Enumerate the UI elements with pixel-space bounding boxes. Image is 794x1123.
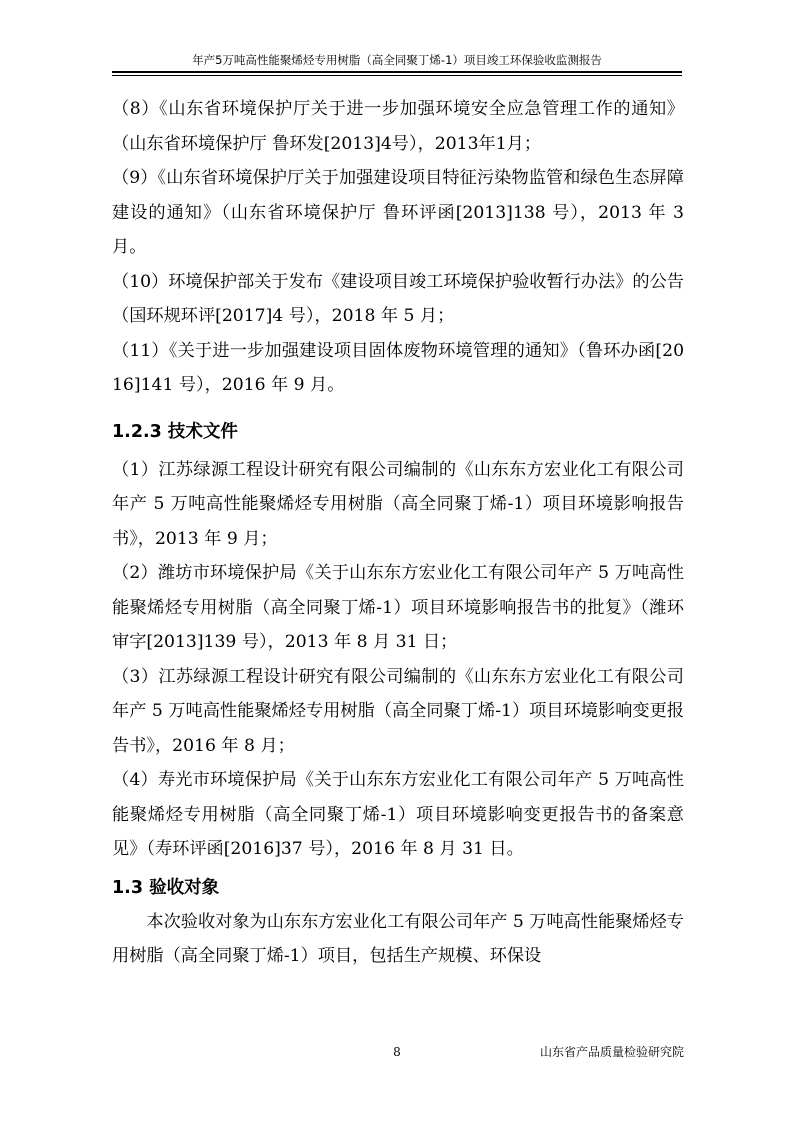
- technical-documents-list: [112, 453, 684, 867]
- technical-document-item-4: （4）寿光市环境保护局《关于山东东方宏业化工有限公司年产 5 万吨高性能聚烯烃专用树脂（高全同聚丁烯-1）项目环境影响变更报告书的备案意见》（寿环评函[2016]37 号），2016 年 8 月 31 日。: [112, 770, 684, 859]
- section-heading-technical-documents: 1.2.3 技术文件: [112, 421, 238, 442]
- acceptance-object-paragraph: 本次验收对象为山东东方宏业化工有限公司年产 5 万吨高性能聚烯烃专用树脂（高全同聚丁烯-1）项目，包括生产规模、环保设: [112, 911, 684, 966]
- regulation-item-10: （10）环境保护部关于发布《建设项目竣工环境保护验收暂行办法》的公告（国环规环评[2017]4 号），2018 年 5 月；: [112, 271, 684, 326]
- header-rule-thin: [112, 75, 682, 76]
- regulations-list: [112, 92, 684, 403]
- regulation-item-8: （8）《山东省环境保护厅关于进一步加强环境安全应急管理工作的通知》（山东省环境保护厅 鲁环发[2013]4号），2013年1月；: [112, 99, 684, 154]
- regulation-item-9: （9）《山东省环境保护厅关于加强建设项目特征污染物监管和绿色生态屏障建设的通知》（山东省环境保护厅 鲁环评函[2013]138 号），2013 年 3 月。: [112, 168, 684, 257]
- regulation-item-11: （11）《关于进一步加强建设项目固体废物环境管理的通知》（鲁环办函[2016]141 号），2016 年 9 月。: [112, 340, 684, 395]
- technical-document-item-2: （2）潍坊市环境保护局《关于山东东方宏业化工有限公司年产 5 万吨高性能聚烯烃专用树脂（高全同聚丁烯-1）项目环境影响报告书的批复》（潍环审字[2013]139 号），2013 年 8 月 31 日；: [112, 563, 684, 652]
- technical-document-item-1: （1）江苏绿源工程设计研究有限公司编制的《山东东方宏业化工有限公司年产 5 万吨高性能聚烯烃专用树脂（高全同聚丁烯-1）项目环境影响报告书》，2013 年 9 月；: [112, 459, 684, 549]
- page-body: [112, 92, 684, 974]
- section-heading-acceptance-object: 1.3 验收对象: [112, 877, 220, 898]
- header-rule-thick: [112, 71, 682, 73]
- technical-document-item-3: （3）江苏绿源工程设计研究有限公司编制的《山东东方宏业化工有限公司年产 5 万吨高性能聚烯烃专用树脂（高全同聚丁烯-1）项目环境影响变更报告书》，2016 年 8 月；: [112, 666, 684, 756]
- running-header: 年产5万吨高性能聚烯烃专用树脂（高全同聚丁烯-1）项目竣工环保验收监测报告: [192, 53, 602, 67]
- page-number: 8: [393, 1045, 401, 1059]
- footer-organization: 山东省产品质量检验研究院: [539, 1045, 684, 1059]
